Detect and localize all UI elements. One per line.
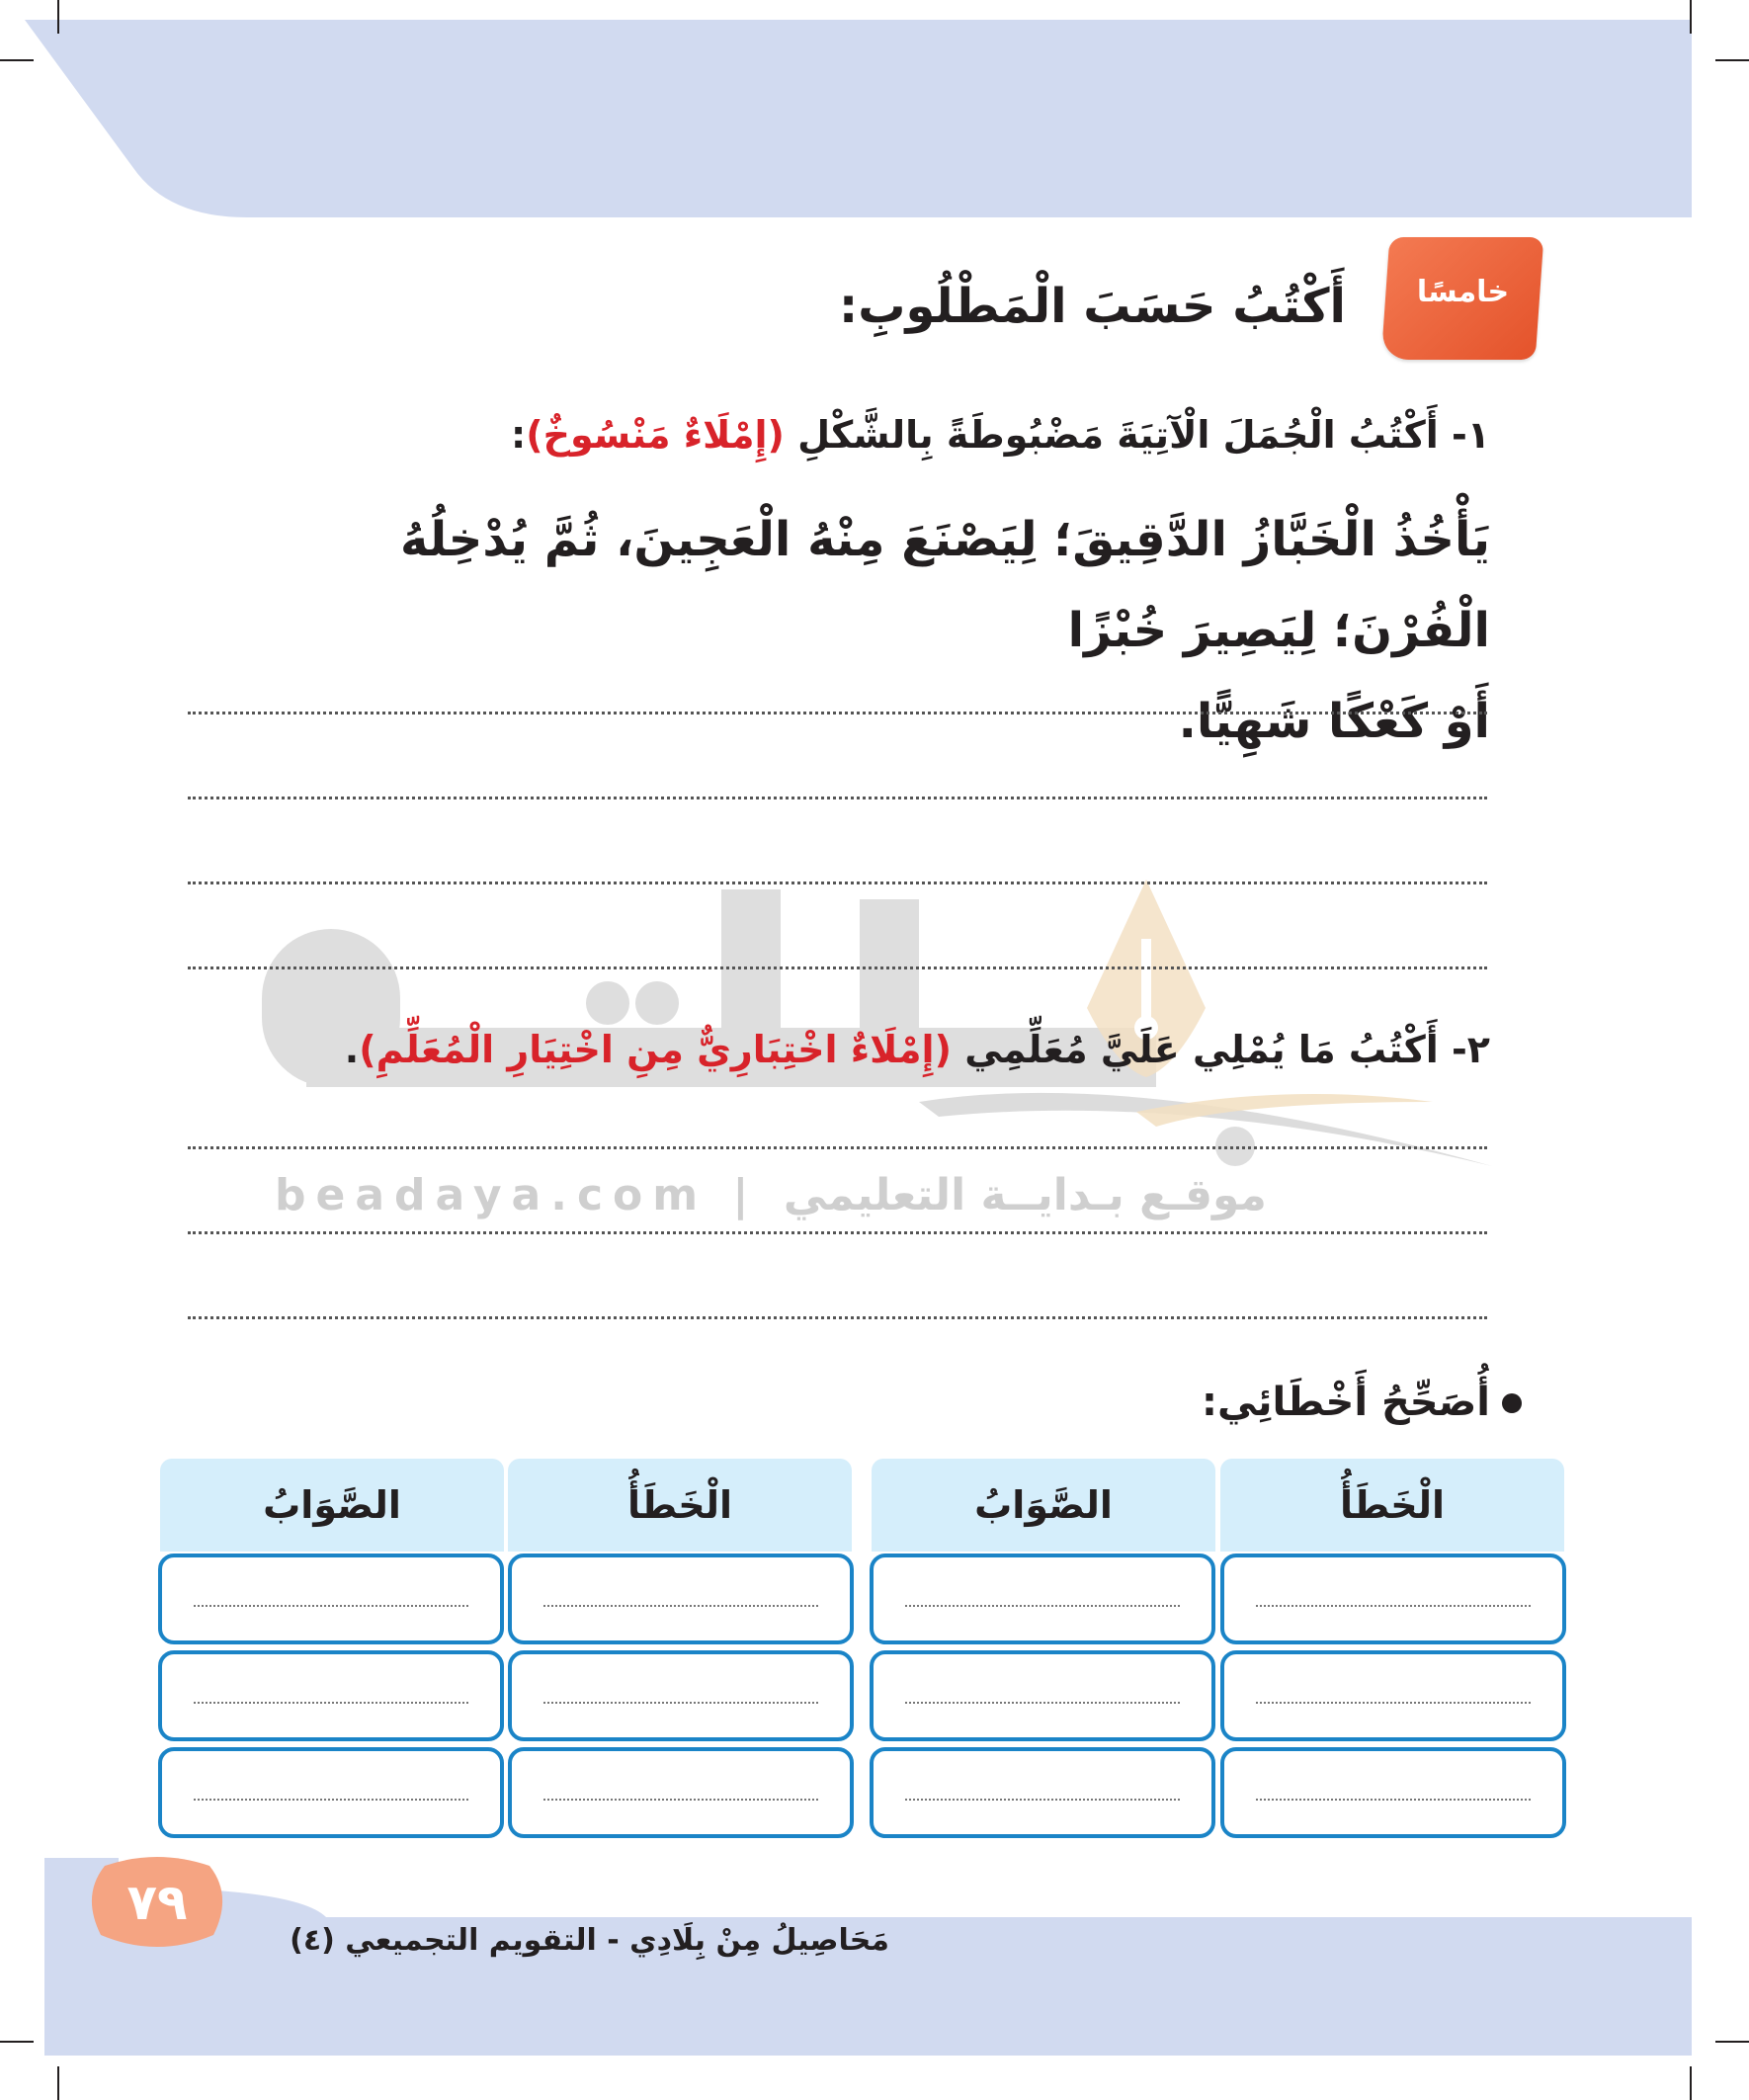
section-badge-label: خامسًا — [1416, 275, 1510, 309]
question-2-highlight: (إِمْلَاءٌ اخْتِبَارِيٌّ مِنِ اخْتِيَارِ الْمُعَلِّمِ) — [359, 1028, 952, 1071]
corrections-label: أُصَحِّحُ أَخْطَائِي: — [1202, 1380, 1490, 1425]
table-cell[interactable] — [158, 1554, 504, 1644]
footer-banner — [0, 1858, 1749, 2100]
book-title: مَحَاصِيلُ مِنْ بِلَادِي - التقويم التجميعي (٤) — [290, 1923, 889, 1958]
page-title: أَكْتُبُ حَسَبَ الْمَطْلُوبِ: — [839, 279, 1346, 334]
answer-line[interactable] — [188, 1231, 1487, 1234]
section-badge — [1381, 237, 1544, 360]
page-number-text: ٧٩ — [126, 1874, 188, 1931]
table-header-error: الْخَطَأُ — [508, 1459, 852, 1552]
table-cell[interactable] — [508, 1554, 854, 1644]
crop-mark — [1690, 0, 1692, 34]
answer-line[interactable] — [188, 1146, 1487, 1149]
page-number — [85, 1856, 229, 1951]
answer-line[interactable] — [188, 966, 1487, 969]
table-cell[interactable] — [870, 1554, 1215, 1644]
table-header-correct: الصَّوَابُ — [160, 1459, 504, 1552]
answer-line[interactable] — [188, 712, 1487, 714]
answer-line[interactable] — [188, 797, 1487, 799]
bullet-icon — [1502, 1393, 1522, 1413]
question-1-highlight: (إِمْلَاءٌ مَنْسُوخٌ) — [526, 413, 785, 457]
table-cell[interactable] — [1220, 1650, 1566, 1741]
table-cell[interactable] — [158, 1650, 504, 1741]
table-header-correct: الصَّوَابُ — [872, 1459, 1215, 1552]
top-banner — [0, 0, 1749, 217]
table-cell[interactable] — [1220, 1747, 1566, 1838]
table-header-error: الْخَطَأُ — [1220, 1459, 1564, 1552]
question-2-prefix: ٢- أَكْتُبُ مَا يُمْلِي عَلَيَّ مُعَلِّمِي — [964, 1028, 1490, 1071]
table-cell[interactable] — [870, 1747, 1215, 1838]
answer-line[interactable] — [188, 1316, 1487, 1319]
crop-mark — [0, 59, 34, 61]
crop-mark — [57, 0, 59, 34]
answer-line[interactable] — [188, 882, 1487, 884]
crop-mark — [1715, 59, 1749, 61]
question-1-prefix: ١- أَكْتُبُ الْجُمَلَ الْآتِيَةَ مَضْبُوطَةً بِالشَّكْلِ — [797, 413, 1490, 457]
passage-line-1: يَأْخُذُ الْخَبَّازُ الدَّقِيقَ؛ لِيَصْنَعَ مِنْهُ الْعَجِينَ، ثُمَّ يُدْخِلُهُ الْفُرْنَ؛ لِيَصِيرَ خُبْزًا — [400, 512, 1490, 658]
question-2-suffix: . — [344, 1028, 360, 1071]
dictation-passage — [255, 494, 1490, 767]
watermark-url: beadaya.com | موقـع بـدايــة التعليمي — [275, 1170, 1267, 1220]
question-1 — [511, 413, 1490, 457]
question-1-suffix: : — [511, 413, 527, 457]
table-cell[interactable] — [158, 1747, 504, 1838]
question-2 — [345, 1028, 1490, 1071]
passage-line-2: أَوْ كَعْكًا شَهِيًّا. — [1178, 694, 1490, 749]
table-cell[interactable] — [870, 1650, 1215, 1741]
table-cell[interactable] — [508, 1650, 854, 1741]
table-cell[interactable] — [1220, 1554, 1566, 1644]
table-cell[interactable] — [508, 1747, 854, 1838]
